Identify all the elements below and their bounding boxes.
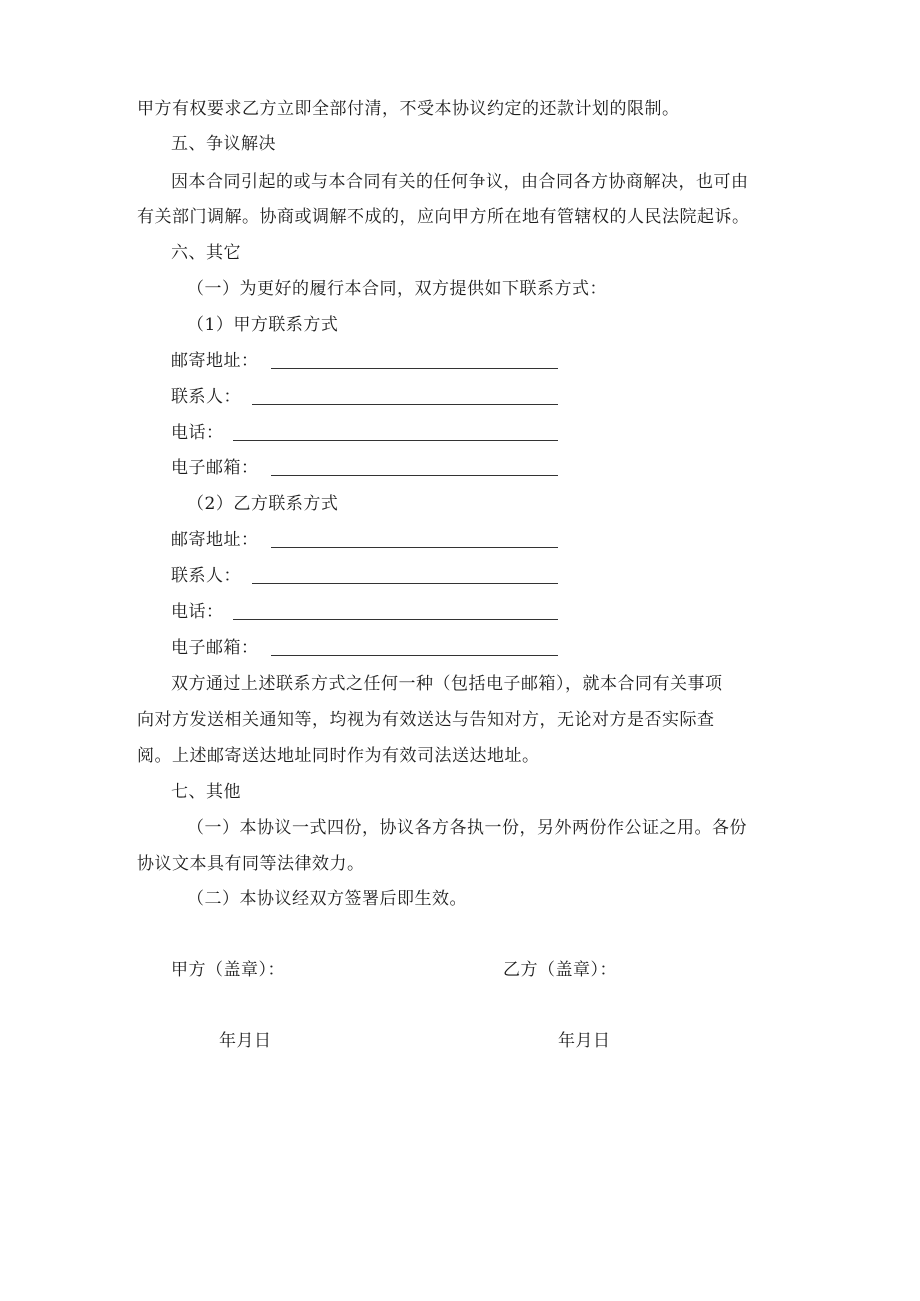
party-b-person-label: 联系人： <box>171 566 241 586</box>
party-a-address-label: 邮寄地址： <box>171 351 259 371</box>
party-a-person-blank <box>252 404 558 405</box>
paragraph-dispute-line-1: 因本合同引起的或与本合同有关的任何争议，由合同各方协商解决，也可由 <box>171 172 749 192</box>
party-b-phone-label: 电话： <box>171 602 224 622</box>
heading-dispute-resolution: 五、争议解决 <box>171 134 276 154</box>
party-b-email-label: 电子邮箱： <box>171 638 259 658</box>
paragraph-effective: （二）本协议经双方签署后即生效。 <box>187 889 467 909</box>
party-a-seal-label: 甲方（盖章）： <box>171 960 285 980</box>
party-a-contact-heading: （1）甲方联系方式 <box>187 315 339 335</box>
party-b-seal-label: 乙方（盖章）： <box>503 960 617 980</box>
party-b-contact-heading: （2）乙方联系方式 <box>187 494 339 514</box>
paragraph-contact-intro: （一）为更好的履行本合同，双方提供如下联系方式： <box>187 279 607 299</box>
party-b-phone-blank <box>233 619 558 620</box>
party-a-phone-blank <box>233 440 558 441</box>
party-a-phone-label: 电话： <box>171 423 224 443</box>
heading-other: 六、其它 <box>171 243 241 263</box>
party-a-date: 年月日 <box>219 1031 272 1051</box>
paragraph-dispute-line-2: 有关部门调解。协商或调解不成的，应向甲方所在地有管辖权的人民法院起诉。 <box>137 207 750 227</box>
party-a-person-label: 联系人： <box>171 387 241 407</box>
party-a-email-blank <box>271 475 558 476</box>
party-a-address-blank <box>271 368 558 369</box>
paragraph-copies-line-2: 协议文本具有同等法律效力。 <box>137 854 365 874</box>
paragraph-payment-clause: 甲方有权要求乙方立即全部付清，不受本协议约定的还款计划的限制。 <box>137 99 680 119</box>
party-b-address-blank <box>271 547 558 548</box>
paragraph-notice-line-1: 双方通过上述联系方式之任何一种（包括电子邮箱），就本合同有关事项 <box>171 674 723 694</box>
paragraph-notice-line-3: 阅。上述邮寄送达地址同时作为有效司法送达地址。 <box>137 746 540 766</box>
party-a-email-label: 电子邮箱： <box>171 458 259 478</box>
party-b-person-blank <box>252 583 558 584</box>
party-b-date: 年月日 <box>558 1031 611 1051</box>
party-b-address-label: 邮寄地址： <box>171 530 259 550</box>
paragraph-notice-line-2: 向对方发送相关通知等，均视为有效送达与告知对方，无论对方是否实际查 <box>137 710 715 730</box>
paragraph-copies-line-1: （一）本协议一式四份，协议各方各执一份，另外两份作公证之用。各份 <box>187 818 747 838</box>
party-b-email-blank <box>271 655 558 656</box>
heading-miscellaneous: 七、其他 <box>171 782 241 802</box>
